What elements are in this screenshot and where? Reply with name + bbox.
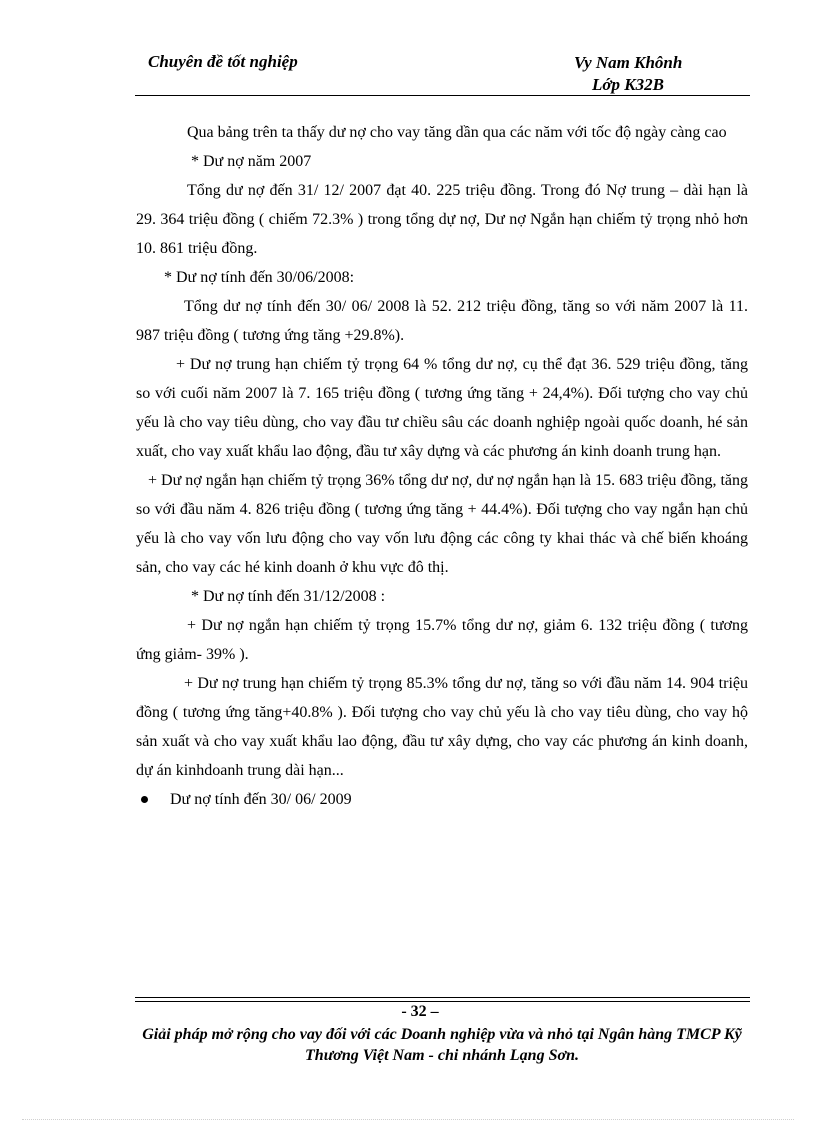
page-number: - 32 – bbox=[401, 1003, 439, 1020]
paragraph-2008-total: Tổng dư nợ tính đến 30/ 06/ 2008 là 52. 212 triệu đồng, tăng so với năm 2007 là 11. 987 triệu đồng ( tương ứng tăng +29.8%). bbox=[136, 298, 748, 344]
document-body bbox=[136, 118, 748, 814]
bullet-dot-icon bbox=[141, 796, 148, 803]
heading-2007: * Dư nợ năm 2007 bbox=[191, 153, 312, 170]
footer-divider-top bbox=[135, 997, 750, 998]
paragraph-2008-short-term: + Dư nợ ngắn hạn chiếm tỷ trọng 36% tổng dư nợ, dư nợ ngắn hạn là 15. 683 triệu đồng, tăng so với đầu năm 4. 826 triệu đồng ( tương ứng tăng + 44.4%). Đối tượng cho vay ngắn hạn chủ yếu là cho vay vốn lưu động cho vay vốn lưu động các công ty khai thác và chế biến khoáng sản, cho vay các hé kinh doanh ở khu vực đô thị. bbox=[136, 472, 748, 576]
paragraph-2007: Tổng dư nợ đến 31/ 12/ 2007 đạt 40. 225 triệu đồng. Trong đó Nợ trung – dài hạn là 29. 364 triệu đồng ( chiếm 72.3% ) trong tổng dự nợ, Dư nợ Ngắn hạn chiếm tỷ trọng nhỏ hơn 10. 861 triệu đồng. bbox=[136, 182, 748, 257]
header-class: Lớp K32B bbox=[592, 75, 664, 94]
paragraph-intro: Qua bảng trên ta thấy dư nợ cho vay tăng dần qua các năm với tốc độ ngày càng cao bbox=[187, 124, 727, 141]
paragraph-2008-medium-term: + Dư nợ trung hạn chiếm tỷ trọng 64 % tổng dư nợ, cụ thể đạt 36. 529 triệu đồng, tăng so với cuối năm 2007 là 7. 165 triệu đồng ( tương ứng tăng + 24,4%). Đối tượng cho vay chủ yếu là cho vay tiêu dùng, cho vay đầu tư chiều sâu các doanh nghiệp ngoài quốc doanh, hé sản xuất, cho vay xuất khẩu lao động, đầu tư xây dựng và các phương án kinh doanh trung hạn. bbox=[136, 356, 748, 460]
paragraph-2008-short-term-end: + Dư nợ ngắn hạn chiếm tỷ trọng 15.7% tổng dư nợ, giảm 6. 132 triệu đồng ( tương ứng giảm- 39% ). bbox=[136, 617, 748, 663]
header-divider bbox=[135, 95, 750, 96]
header-author-name: Vy Nam Khônh bbox=[574, 53, 683, 72]
header-author-block bbox=[574, 52, 682, 96]
paragraph-2008-medium-term-end: + Dư nợ trung hạn chiếm tỷ trọng 85.3% tổng dư nợ, tăng so với đầu năm 14. 904 triệu đồng ( tương ứng tăng+40.8% ). Đối tượng cho vay chủ yếu là cho vay tiêu dùng, cho vay hộ sản xuất và cho vay xuất khẩu lao động, đầu tư xây dựng, cho vay các phương án kinh doanh, dự án kinhdoanh trung dài hạn... bbox=[136, 675, 748, 779]
footer-thesis-title: Giải pháp mở rộng cho vay đối với các Doanh nghiệp vừa và nhỏ tại Ngân hàng TMCP Kỹ Thương Việt Nam - chi nhánh Lạng Sơn. bbox=[142, 1026, 742, 1064]
bullet-text-2009: Dư nợ tính đến 30/ 06/ 2009 bbox=[170, 791, 352, 808]
header-document-type: Chuyên đề tốt nghiệp bbox=[148, 52, 298, 71]
heading-31-12-2008: * Dư nợ tính đến 31/12/2008 : bbox=[191, 588, 386, 605]
footer-divider-bottom bbox=[135, 1001, 750, 1002]
page-edge-divider bbox=[22, 1119, 794, 1120]
bullet-item-2009 bbox=[136, 785, 748, 814]
heading-30-06-2008: * Dư nợ tính đến 30/06/2008: bbox=[164, 269, 355, 286]
